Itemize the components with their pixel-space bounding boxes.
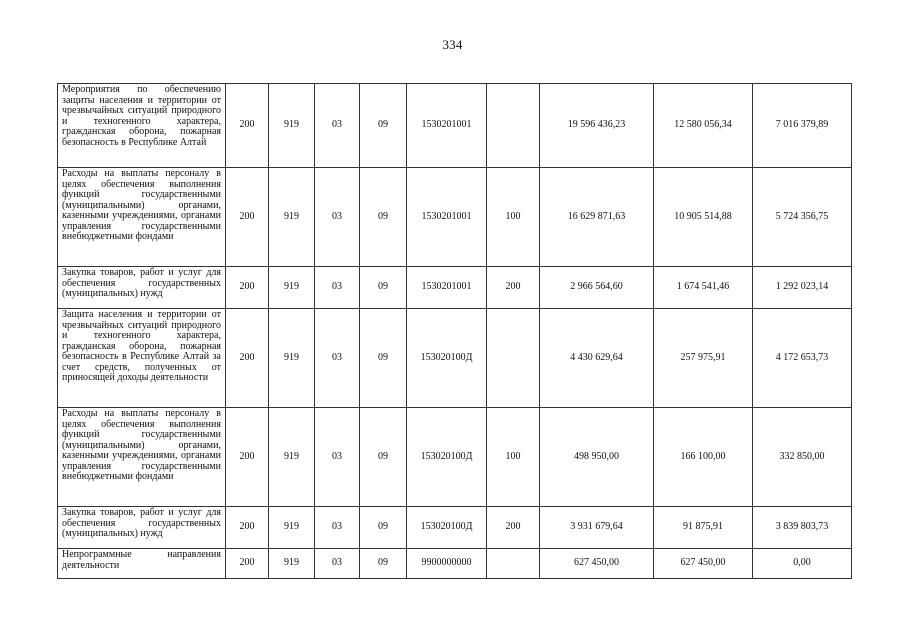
code-cell: 919 <box>269 408 315 507</box>
code-cell: 919 <box>269 549 315 579</box>
code-cell: 200 <box>487 267 540 309</box>
row-description: Закупка товаров, работ и услуг для обеспечения государственных (муниципальных) нужд <box>58 267 226 309</box>
row-description: Непрограммные направления деятельности <box>58 549 226 579</box>
code-cell: 03 <box>315 549 360 579</box>
code-cell: 919 <box>269 84 315 168</box>
amount-cell: 627 450,00 <box>654 549 753 579</box>
amount-cell: 10 905 514,88 <box>654 168 753 267</box>
amount-cell: 627 450,00 <box>540 549 654 579</box>
amount-cell: 257 975,91 <box>654 309 753 408</box>
code-cell <box>487 84 540 168</box>
table-row <box>58 408 852 507</box>
table-row <box>58 84 852 168</box>
code-cell: 919 <box>269 267 315 309</box>
code-cell: 100 <box>487 408 540 507</box>
code-cell: 200 <box>226 549 269 579</box>
code-cell: 09 <box>360 549 407 579</box>
amount-cell: 4 172 653,73 <box>753 309 852 408</box>
amount-cell: 166 100,00 <box>654 408 753 507</box>
row-description: Расходы на выплаты персоналу в целях обеспечения выполнения функций государственными (муниципальными) органами, казенными учреждениями, органами управления государственными внебюджетными фондами <box>58 408 226 507</box>
code-cell: 919 <box>269 309 315 408</box>
code-cell: 09 <box>360 267 407 309</box>
amount-cell: 4 430 629,64 <box>540 309 654 408</box>
row-description: Расходы на выплаты персоналу в целях обеспечения выполнения функций государственными (муниципальными) органами, казенными учреждениями, органами управления государственными внебюджетными фондами <box>58 168 226 267</box>
code-cell: 9900000000 <box>407 549 487 579</box>
code-cell: 1530201001 <box>407 168 487 267</box>
amount-cell: 12 580 056,34 <box>654 84 753 168</box>
amount-cell: 16 629 871,63 <box>540 168 654 267</box>
amount-cell: 7 016 379,89 <box>753 84 852 168</box>
row-description: Защита населения и территории от чрезвычайных ситуаций природного и техногенного характера, гражданская оборона, пожарная безопасность в Республике Алтай за счет средств, полученных от приносящей доходы деятельности <box>58 309 226 408</box>
code-cell: 03 <box>315 84 360 168</box>
code-cell: 200 <box>226 507 269 549</box>
amount-cell: 2 966 564,60 <box>540 267 654 309</box>
code-cell: 153020100Д <box>407 507 487 549</box>
code-cell: 03 <box>315 168 360 267</box>
amount-cell: 19 596 436,23 <box>540 84 654 168</box>
code-cell <box>487 549 540 579</box>
code-cell: 153020100Д <box>407 309 487 408</box>
code-cell: 03 <box>315 267 360 309</box>
code-cell: 200 <box>226 267 269 309</box>
code-cell: 1530201001 <box>407 84 487 168</box>
code-cell: 03 <box>315 507 360 549</box>
code-cell: 100 <box>487 168 540 267</box>
budget-table <box>57 83 852 579</box>
code-cell: 200 <box>226 408 269 507</box>
page-number: 334 <box>442 37 463 52</box>
code-cell: 919 <box>269 507 315 549</box>
table-row <box>58 549 852 579</box>
code-cell: 03 <box>315 408 360 507</box>
amount-cell: 91 875,91 <box>654 507 753 549</box>
table-row <box>58 309 852 408</box>
row-description: Мероприятия по обеспечению защиты населения и территории от чрезвычайных ситуаций природного и техногенного характера, гражданская оборона, пожарная безопасность в Республике Алтай <box>58 84 226 168</box>
amount-cell: 3 839 803,73 <box>753 507 852 549</box>
table-row <box>58 267 852 309</box>
code-cell: 200 <box>226 168 269 267</box>
code-cell: 1530201001 <box>407 267 487 309</box>
amount-cell: 3 931 679,64 <box>540 507 654 549</box>
code-cell: 09 <box>360 408 407 507</box>
amount-cell: 498 950,00 <box>540 408 654 507</box>
code-cell: 200 <box>226 84 269 168</box>
amount-cell: 0,00 <box>753 549 852 579</box>
code-cell: 03 <box>315 309 360 408</box>
table-row <box>58 507 852 549</box>
code-cell: 09 <box>360 84 407 168</box>
code-cell: 09 <box>360 168 407 267</box>
code-cell <box>487 309 540 408</box>
code-cell: 09 <box>360 507 407 549</box>
row-description: Закупка товаров, работ и услуг для обеспечения государственных (муниципальных) нужд <box>58 507 226 549</box>
amount-cell: 332 850,00 <box>753 408 852 507</box>
code-cell: 919 <box>269 168 315 267</box>
amount-cell: 1 674 541,46 <box>654 267 753 309</box>
code-cell: 200 <box>226 309 269 408</box>
code-cell: 153020100Д <box>407 408 487 507</box>
code-cell: 09 <box>360 309 407 408</box>
code-cell: 200 <box>487 507 540 549</box>
amount-cell: 5 724 356,75 <box>753 168 852 267</box>
table-row <box>58 168 852 267</box>
amount-cell: 1 292 023,14 <box>753 267 852 309</box>
